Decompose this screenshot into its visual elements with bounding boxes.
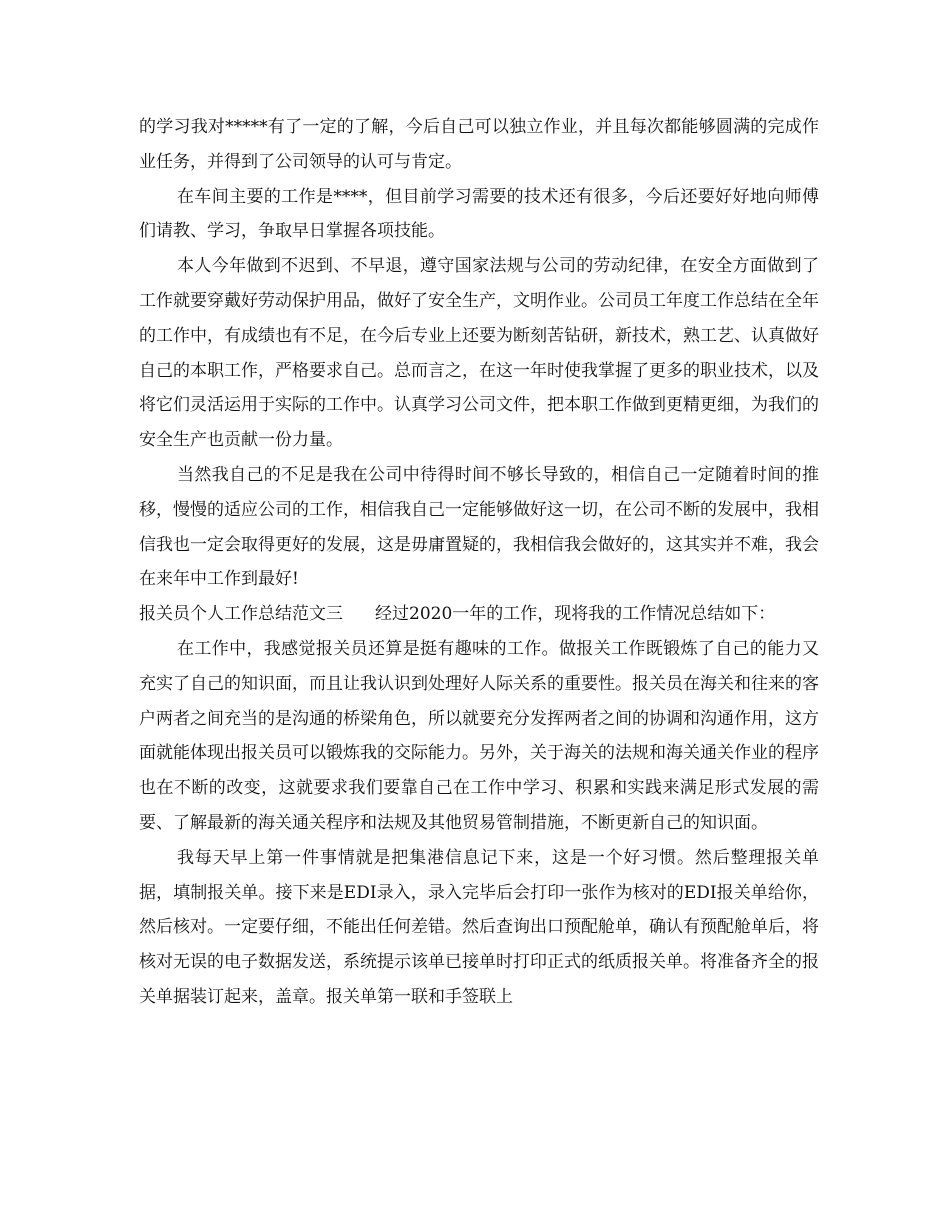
- paragraph-workshop: 在车间主要的工作是****，但目前学习需要的技术还有很多，今后还要好好地向师傅们请教、学习，争取早日掌握各项技能。: [139, 186, 819, 242]
- paragraph-daily-routine: 我每天早上第一件事情就是把集港信息记下来，这是一个好习惯。然后整理报关单据，填制报关单。接下来是EDI录入，录入完毕后会打印一张作为核对的EDI报关单给你，然后核对。一定要仔细，不能出任何差错。然后查询出口预配舱单，确认有预配舱单后，将核对无误的电子数据发送，系统提示该单已接单时打印正式的纸质报关单。将准备齐全的报关单据装订起来，盖章。报关单第一联和手签联上: [139, 847, 819, 1007]
- paragraph-customs-work: 在工作中，我感觉报关员还算是挺有趣味的工作。做报关工作既锻炼了自己的能力又充实了自己的知识面，而且让我认识到处理好人际关系的重要性。报关员在海关和往来的客户两者之间充当的是沟通的桥梁角色，所以就要充分发挥两者之间的协调和沟通作用，这方面就能体现出报关员可以锻炼我的交际能力。另外，关于海关的法规和海关通关作业的程序也在不断的改变，这就要求我们要靠自己在工作中学习、积累和实践来满足形式发展的需要、了解最新的海关通关程序和法规及其他贸易管制措施，不断更新自己的知识面。: [139, 638, 819, 833]
- section-title: 报关员个人工作总结范文三: [139, 604, 343, 625]
- document-body: [139, 110, 819, 1015]
- paragraph-continuation: 的学习我对*****有了一定的了解，今后自己可以独立作业，并且每次都能够圆满的完成作业任务，并得到了公司领导的认可与肯定。: [139, 117, 819, 172]
- section-intro: 经过2020一年的工作，现将我的工作情况总结如下：: [375, 604, 776, 625]
- section-heading-line: [139, 597, 819, 632]
- paragraph-outlook: 当然我自己的不足是我在公司中待得时间不够长导致的，相信自己一定随着时间的推移，慢慢的适应公司的工作，相信我自己一定能够做好这一切，在公司不断的发展中，我相信我也一定会取得更好的发展，这是毋庸置疑的，我相信我会做好的，这其实并不难，我会在来年中工作到最好!: [139, 464, 819, 590]
- paragraph-discipline: 本人今年做到不迟到、不早退，遵守国家法规与公司的劳动纪律，在安全方面做到了工作就要穿戴好劳动保护用品，做好了安全生产，文明作业。公司员工年度工作总结在全年的工作中，有成绩也有不足，在今后专业上还要为断刻苦钻研，新技术，熟工艺、认真做好自己的本职工作，严格要求自己。总而言之，在这一年时使我掌握了更多的职业技术，以及将它们灵活运用于实际的工作中。认真学习公司文件，把本职工作做到更精更细，为我们的安全生产也贡献一份力量。: [139, 256, 819, 451]
